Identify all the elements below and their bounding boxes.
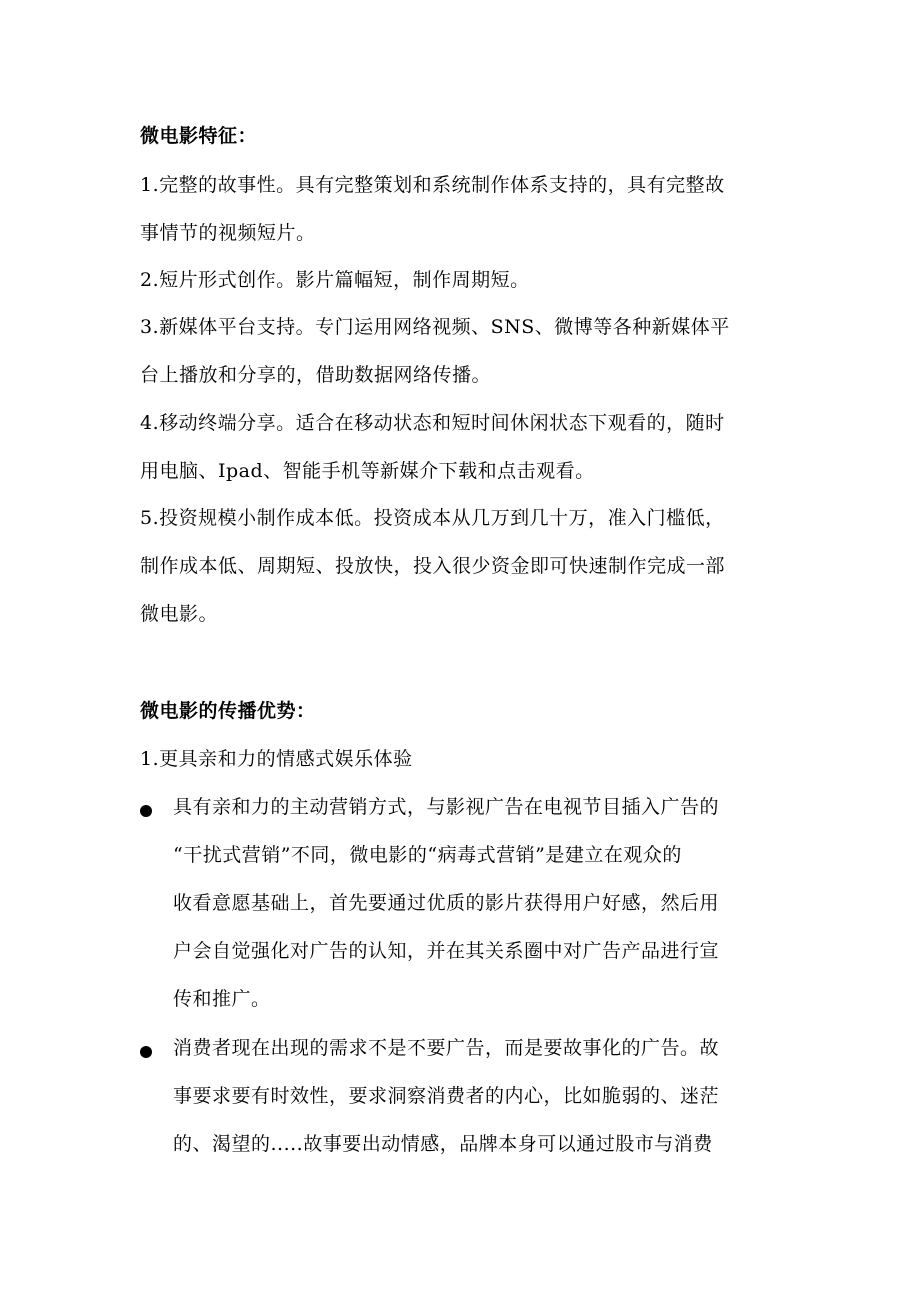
paragraph-line: 微电影。 — [140, 603, 219, 625]
bullet-line: 收看意愿基础上，首先要通过优质的影片获得用户好感，然后用 — [173, 892, 720, 914]
paragraph-line: 制作成本低、周期短、投放快，投入很少资金即可快速制作完成一部 — [140, 555, 726, 577]
bullet-line: 事要求要有时效性，要求洞察消费者的内心，比如脆弱的、迷茫 — [173, 1085, 720, 1107]
paragraph-line: 3.新媒体平台支持。专门运用网络视频、SNS、微博等各种新媒体平 — [140, 316, 730, 338]
paragraph-line: 事情节的视频短片。 — [140, 222, 316, 244]
bullet-line: 的、渴望的.....故事要出动情感，品牌本身可以通过股市与消费 — [173, 1133, 713, 1155]
paragraph-line: 4.移动终端分享。适合在移动状态和短时间休闲状态下观看的，随时 — [140, 412, 725, 434]
bullet-line: 户会自觉强化对广告的认知，并在其关系圈中对广告产品进行宣 — [173, 940, 720, 962]
section-heading-advantages: 微电影的传播优势： — [140, 700, 316, 722]
paragraph-line: 用电脑、Ipad、智能手机等新媒介下载和点击观看。 — [140, 460, 595, 482]
paragraph-line: 台上播放和分享的，借助数据网络传播。 — [140, 364, 492, 386]
bullet-icon — [140, 805, 152, 817]
paragraph-line: 1.完整的故事性。具有完整策划和系统制作体系支持的，具有完整故 — [140, 174, 725, 196]
bullet-line: 传和推广。 — [173, 988, 271, 1010]
bullet-icon — [140, 1046, 152, 1058]
bullet-line: 具有亲和力的主动营销方式，与影视广告在电视节目插入广告的 — [173, 796, 720, 818]
section-heading-features: 微电影特征： — [140, 125, 258, 147]
paragraph-line: 5.投资规模小制作成本低。投资成本从几万到几十万，准入门槛低， — [140, 507, 725, 529]
bullet-line: “干扰式营销”不同，微电影的“病毒式营销”是建立在观众的 — [173, 844, 682, 866]
paragraph-line: 2.短片形式创作。影片篇幅短，制作周期短。 — [140, 269, 530, 291]
subheading: 1.更具亲和力的情感式娱乐体验 — [140, 748, 413, 770]
bullet-line: 消费者现在出现的需求不是不要广告，而是要故事化的广告。故 — [173, 1037, 720, 1059]
